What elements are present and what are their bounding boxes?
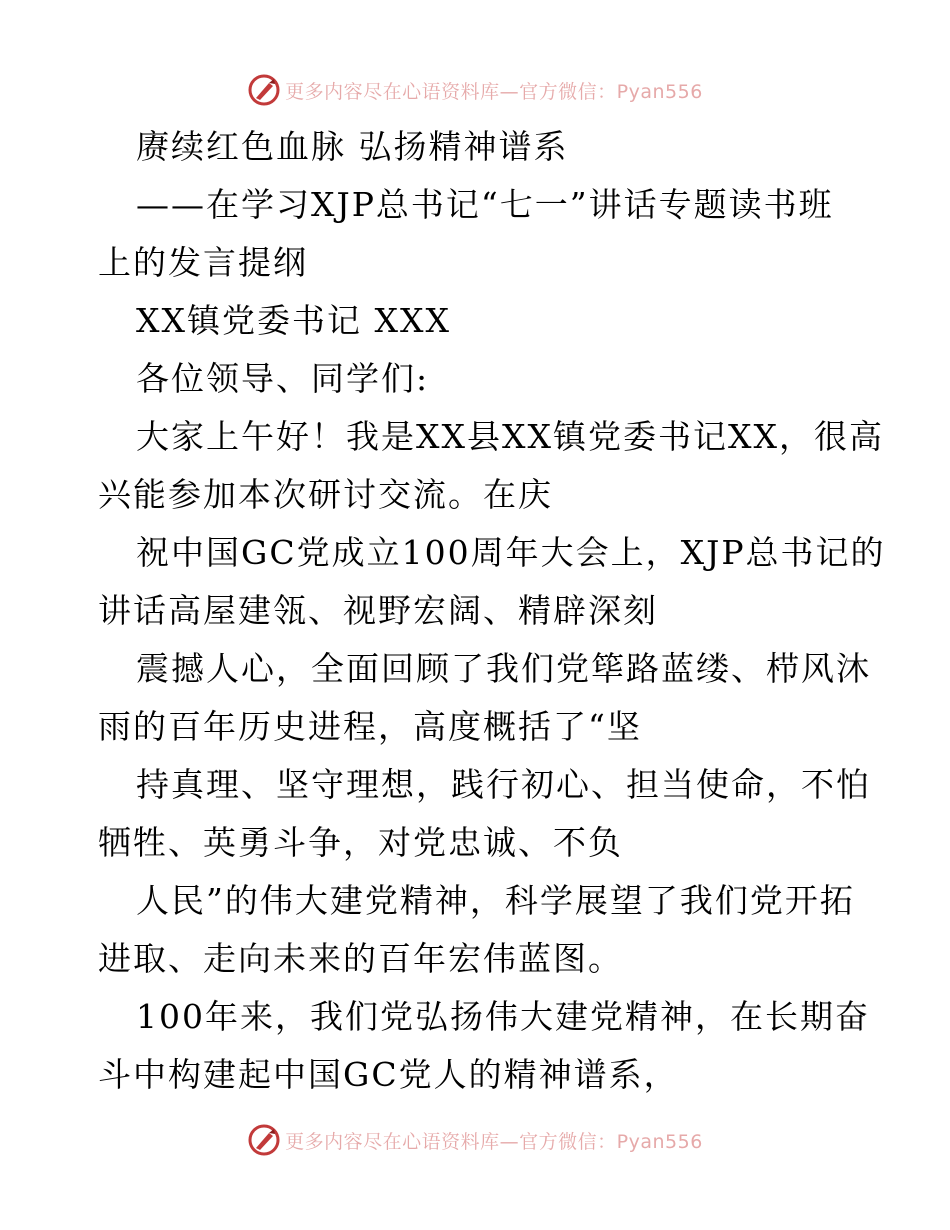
document-body — [98, 118, 886, 1104]
watermark-text: 更多内容尽在心语资料库—官方微信：Pyan556 — [285, 1130, 703, 1153]
text-line: 各位领导、同学们: — [136, 359, 430, 398]
text-line: 牺牲、英勇斗争，对党忠诚、不负 — [98, 823, 623, 862]
text-line: 震撼人心，全面回顾了我们党筚路蓝缕、栉风沐 — [136, 649, 871, 688]
watermark-header — [0, 72, 950, 108]
text-line: 持真理、坚守理想，践行初心、担当使命，不怕 — [136, 765, 871, 804]
text-line: 讲话高屋建瓴、视野宏阔、精辟深刻 — [98, 591, 658, 630]
quill-circle-logo-icon — [247, 1123, 281, 1157]
text-line: 雨的百年历史进程，高度概括了“坚 — [98, 707, 642, 746]
text-line: 人民”的伟大建党精神，科学展望了我们党开拓 — [136, 881, 855, 920]
text-line: 100年来，我们党弘扬伟大建党精神，在长期奋 — [136, 997, 870, 1036]
watermark-text: 更多内容尽在心语资料库—官方微信：Pyan556 — [285, 80, 703, 103]
text-line: 大家上午好！我是XX县XX镇党委书记XX，很高 — [136, 417, 884, 456]
text-line: XX镇党委书记 XXX — [136, 301, 451, 340]
text-line: ——在学习XJP总书记“七一”讲话专题读书班 — [136, 185, 834, 224]
text-line: 上的发言提纲 — [98, 243, 308, 282]
text-line: 斗中构建起中国GC党人的精神谱系， — [98, 1055, 679, 1094]
quill-circle-logo-icon — [247, 73, 281, 107]
text-line: 进取、走向未来的百年宏伟蓝图。 — [98, 939, 623, 978]
text-line: 兴能参加本次研讨交流。在庆 — [98, 475, 553, 514]
text-line: 祝中国GC党成立100周年大会上，XJP总书记的 — [136, 533, 886, 572]
text-line: 赓续红色血脉 弘扬精神谱系 — [136, 127, 569, 166]
watermark-footer — [0, 1122, 950, 1158]
